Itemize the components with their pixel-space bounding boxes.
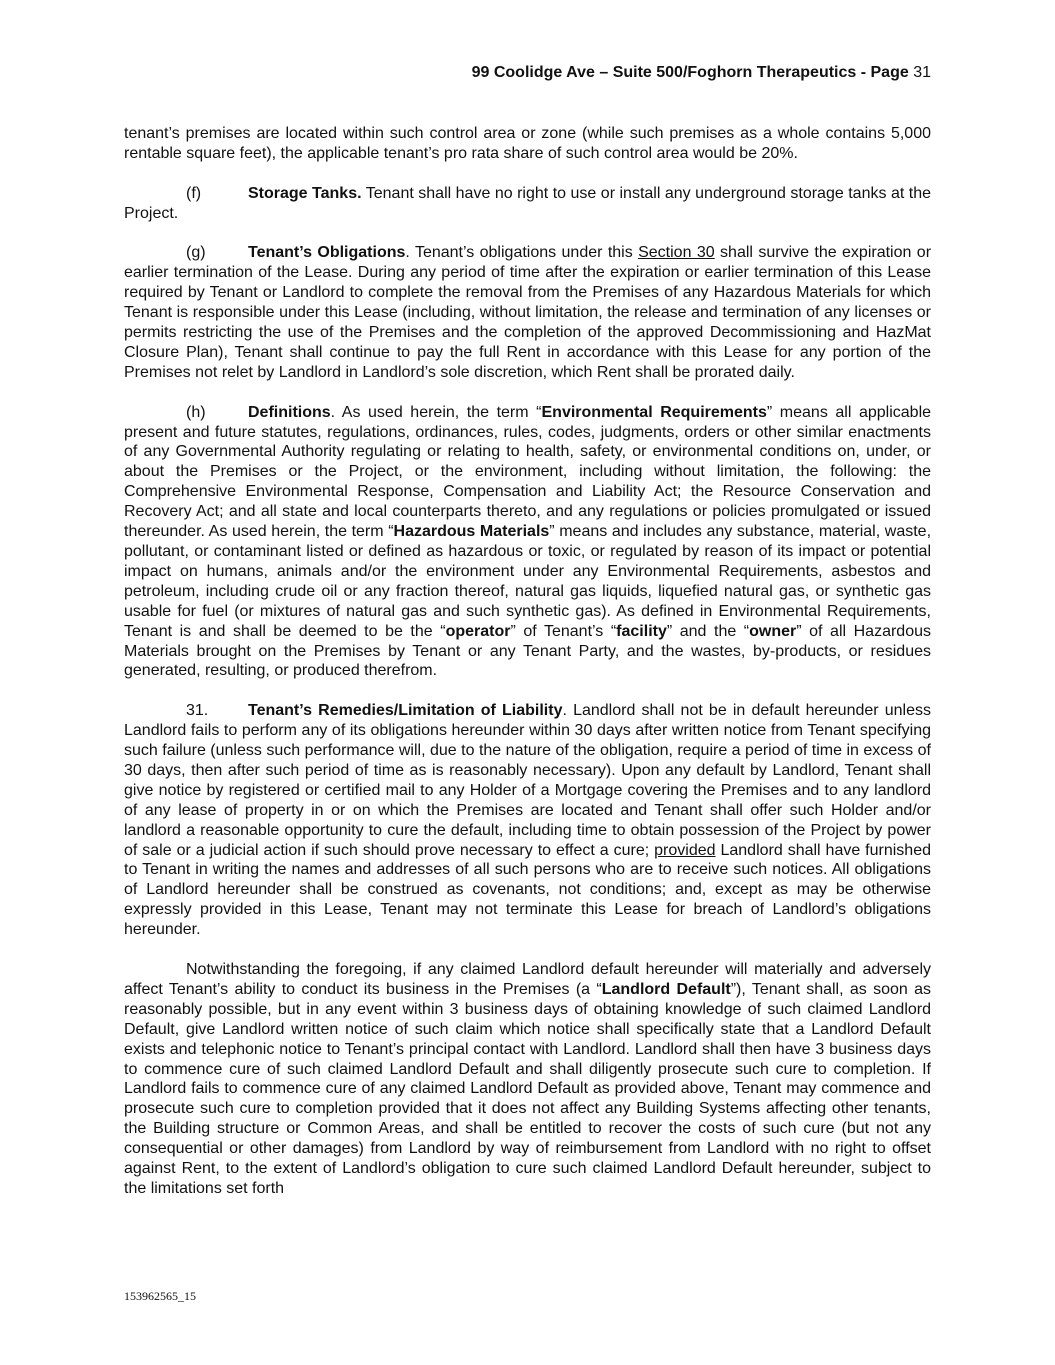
defined-term: facility [616, 622, 667, 640]
page-header [472, 63, 931, 83]
defined-term: operator [445, 622, 511, 640]
section-heading: Tenant’s Remedies/Limitation of Liability [248, 702, 563, 720]
paragraph-text: . As used herein, the term “ [330, 403, 542, 421]
paragraph-text: ” means and includes any substance, material, waste, pollutant, or contaminant listed or defined as hazardous or toxic, or regulated by reason of its impact or potential impact on humans, animals and/or the environment under any Environmental Requirements, asbestos and petroleum, including crude oil or any fraction thereof, natural gas liquids, liquefied natural gas, or synthetic gas usable for fuel (or mixtures of natural gas and such synthetic gas). As defined in Environmental Requirements, Tenant is and shall be deemed to be the “ [124, 523, 932, 640]
paragraph-text: ”), Tenant shall, as soon as reasonably possible, but in any event within 3 business days of obtaining knowledge of such claimed Landlord Default, give Landlord written notice of such claim which notice shall specifically state that a Landlord Default exists and telephonic notice to Tenant’s principal contact with Landlord. Landlord shall then have 3 business days to commence cure of such claimed Landlord Default and shall diligently prosecute such cure to completion. If Landlord fails to commence cure of any claimed Landlord Default as provided above, Tenant may commence and prosecute such cure to completion provided that it does not affect any Building Systems affecting other tenants, the Building structure or Common Areas, and shall be entitled to recover the costs of such cure (but not any consequential or other damages) from Landlord by way of reimbursement from Landlord with no right to offset against Rent, to the extent of Landlord’s obligation to cure such claimed Landlord Default hereunder, subject to the limitations set forth [124, 980, 932, 1197]
defined-term: Hazardous Materials [393, 523, 550, 541]
paragraph-remedies [124, 701, 931, 940]
section-heading: Storage Tanks. [248, 184, 362, 202]
document-body [124, 124, 931, 1199]
paragraph-text: Landlord shall have furnished to Tenant in writing the names and addresses of all such persons who are to receive such notices. All obligations of Landlord hereunder shall be construed as covenants, not conditions; and, except as may be otherwise expressly provided in this Lease, Tenant may not terminate this Lease for breach of Landlord’s obligations hereunder. [124, 841, 932, 939]
section-number: (f) [186, 184, 202, 202]
document-id: 153962565_15 [124, 1289, 196, 1303]
paragraph-text: ” and the “ [666, 622, 750, 640]
defined-term: owner [749, 622, 797, 640]
paragraph-definitions [124, 403, 931, 682]
underlined-term: provided [654, 841, 716, 859]
paragraph-storage-tanks [124, 184, 931, 224]
section-reference-link: Section 30 [638, 244, 715, 262]
paragraph-text: Notwithstanding the foregoing, if any claimed Landlord default hereunder will materially and adversely affect Tenant’s ability to conduct its business in the Premises (a “ [124, 960, 931, 998]
section-number: (h) [186, 403, 206, 421]
paragraph-text: Tenant shall have no right to use or install any underground storage tanks at the Project. [124, 184, 932, 222]
paragraph-text: tenant’s premises are located within such control area or zone (while such premises as a whole contains 5,000 rentable square feet), the applicable tenant’s pro rata share of such control area would be 20%. [124, 125, 931, 162]
paragraph-text: . Tenant’s obligations under this [405, 244, 639, 262]
paragraph-text: shall survive the expiration or earlier termination of the Lease. During any period of time after the expiration or earlier termination of this Lease required by Tenant or Landlord to complete the removal from the Premises of any Hazardous Materials for which Tenant is responsible under this Lease (including, without limitation, the release and termination of any licenses or permits restricting the use of the Premises and the completion of the approved Decommissioning and HazMat Closure Plan), Tenant shall continue to pay the full Rent in accordance with this Lease for any portion of the Premises not relet by Landlord in Landlord’s sole discretion, which Rent shall be prorated daily. [124, 244, 932, 381]
paragraph-text: ” of Tenant’s “ [510, 622, 617, 640]
paragraph-landlord-default [124, 960, 931, 1199]
page-number: 31 [913, 64, 931, 81]
section-heading: Definitions [248, 403, 331, 421]
paragraph-text: . Landlord shall not be in default hereunder unless Landlord fails to perform any of its obligations hereunder within 30 days after written notice from Tenant specifying such failure (unless such performance will, due to the nature of the obligation, require a period of time in excess of 30 days, then after such period of time as is reasonably necessary). Upon any default by Landlord, Tenant shall give notice by registered or certified mail to any Holder of a Mortgage covering the Premises and to any landlord of any lease of property in or on which the Premises are located and Tenant shall offer such Holder and/or landlord a reasonable opportunity to cure the default, including time to obtain possession of the Project by power of sale or a judicial action if such should prove necessary to effect a cure; [124, 702, 932, 859]
paragraph-text: ” of all Hazardous Materials brought on the Premises by Tenant or any Tenant Party, and the wastes, by-products, or residues generated, resulting, or produced therefrom. [124, 622, 932, 680]
section-number: (g) [186, 244, 206, 262]
paragraph-tenants-obligations [124, 243, 931, 382]
header-title: 99 Coolidge Ave – Suite 500/Foghorn Therapeutics - Page [471, 64, 909, 81]
paragraph-control-area [124, 124, 931, 164]
section-heading: Tenant’s Obligations [248, 244, 406, 262]
section-number: 31. [186, 702, 209, 720]
paragraph-text: ” means all applicable present and future statutes, regulations, ordinances, rules, codes, judgments, orders or other similar enactments of any Governmental Authority regulating or relating to health, safety, or environmental conditions on, under, or about the Premises or the Project, or the environment, including without limitation, the following: the Comprehensive Environmental Response, Compensation and Liability Act; the Resource Conservation and Recovery Act; and all state and local counterparts thereto, and any regulations or policies promulgated or issued thereunder. As used herein, the term “ [124, 403, 932, 541]
defined-term: Landlord Default [601, 980, 731, 998]
defined-term: Environmental Requirements [541, 403, 767, 421]
